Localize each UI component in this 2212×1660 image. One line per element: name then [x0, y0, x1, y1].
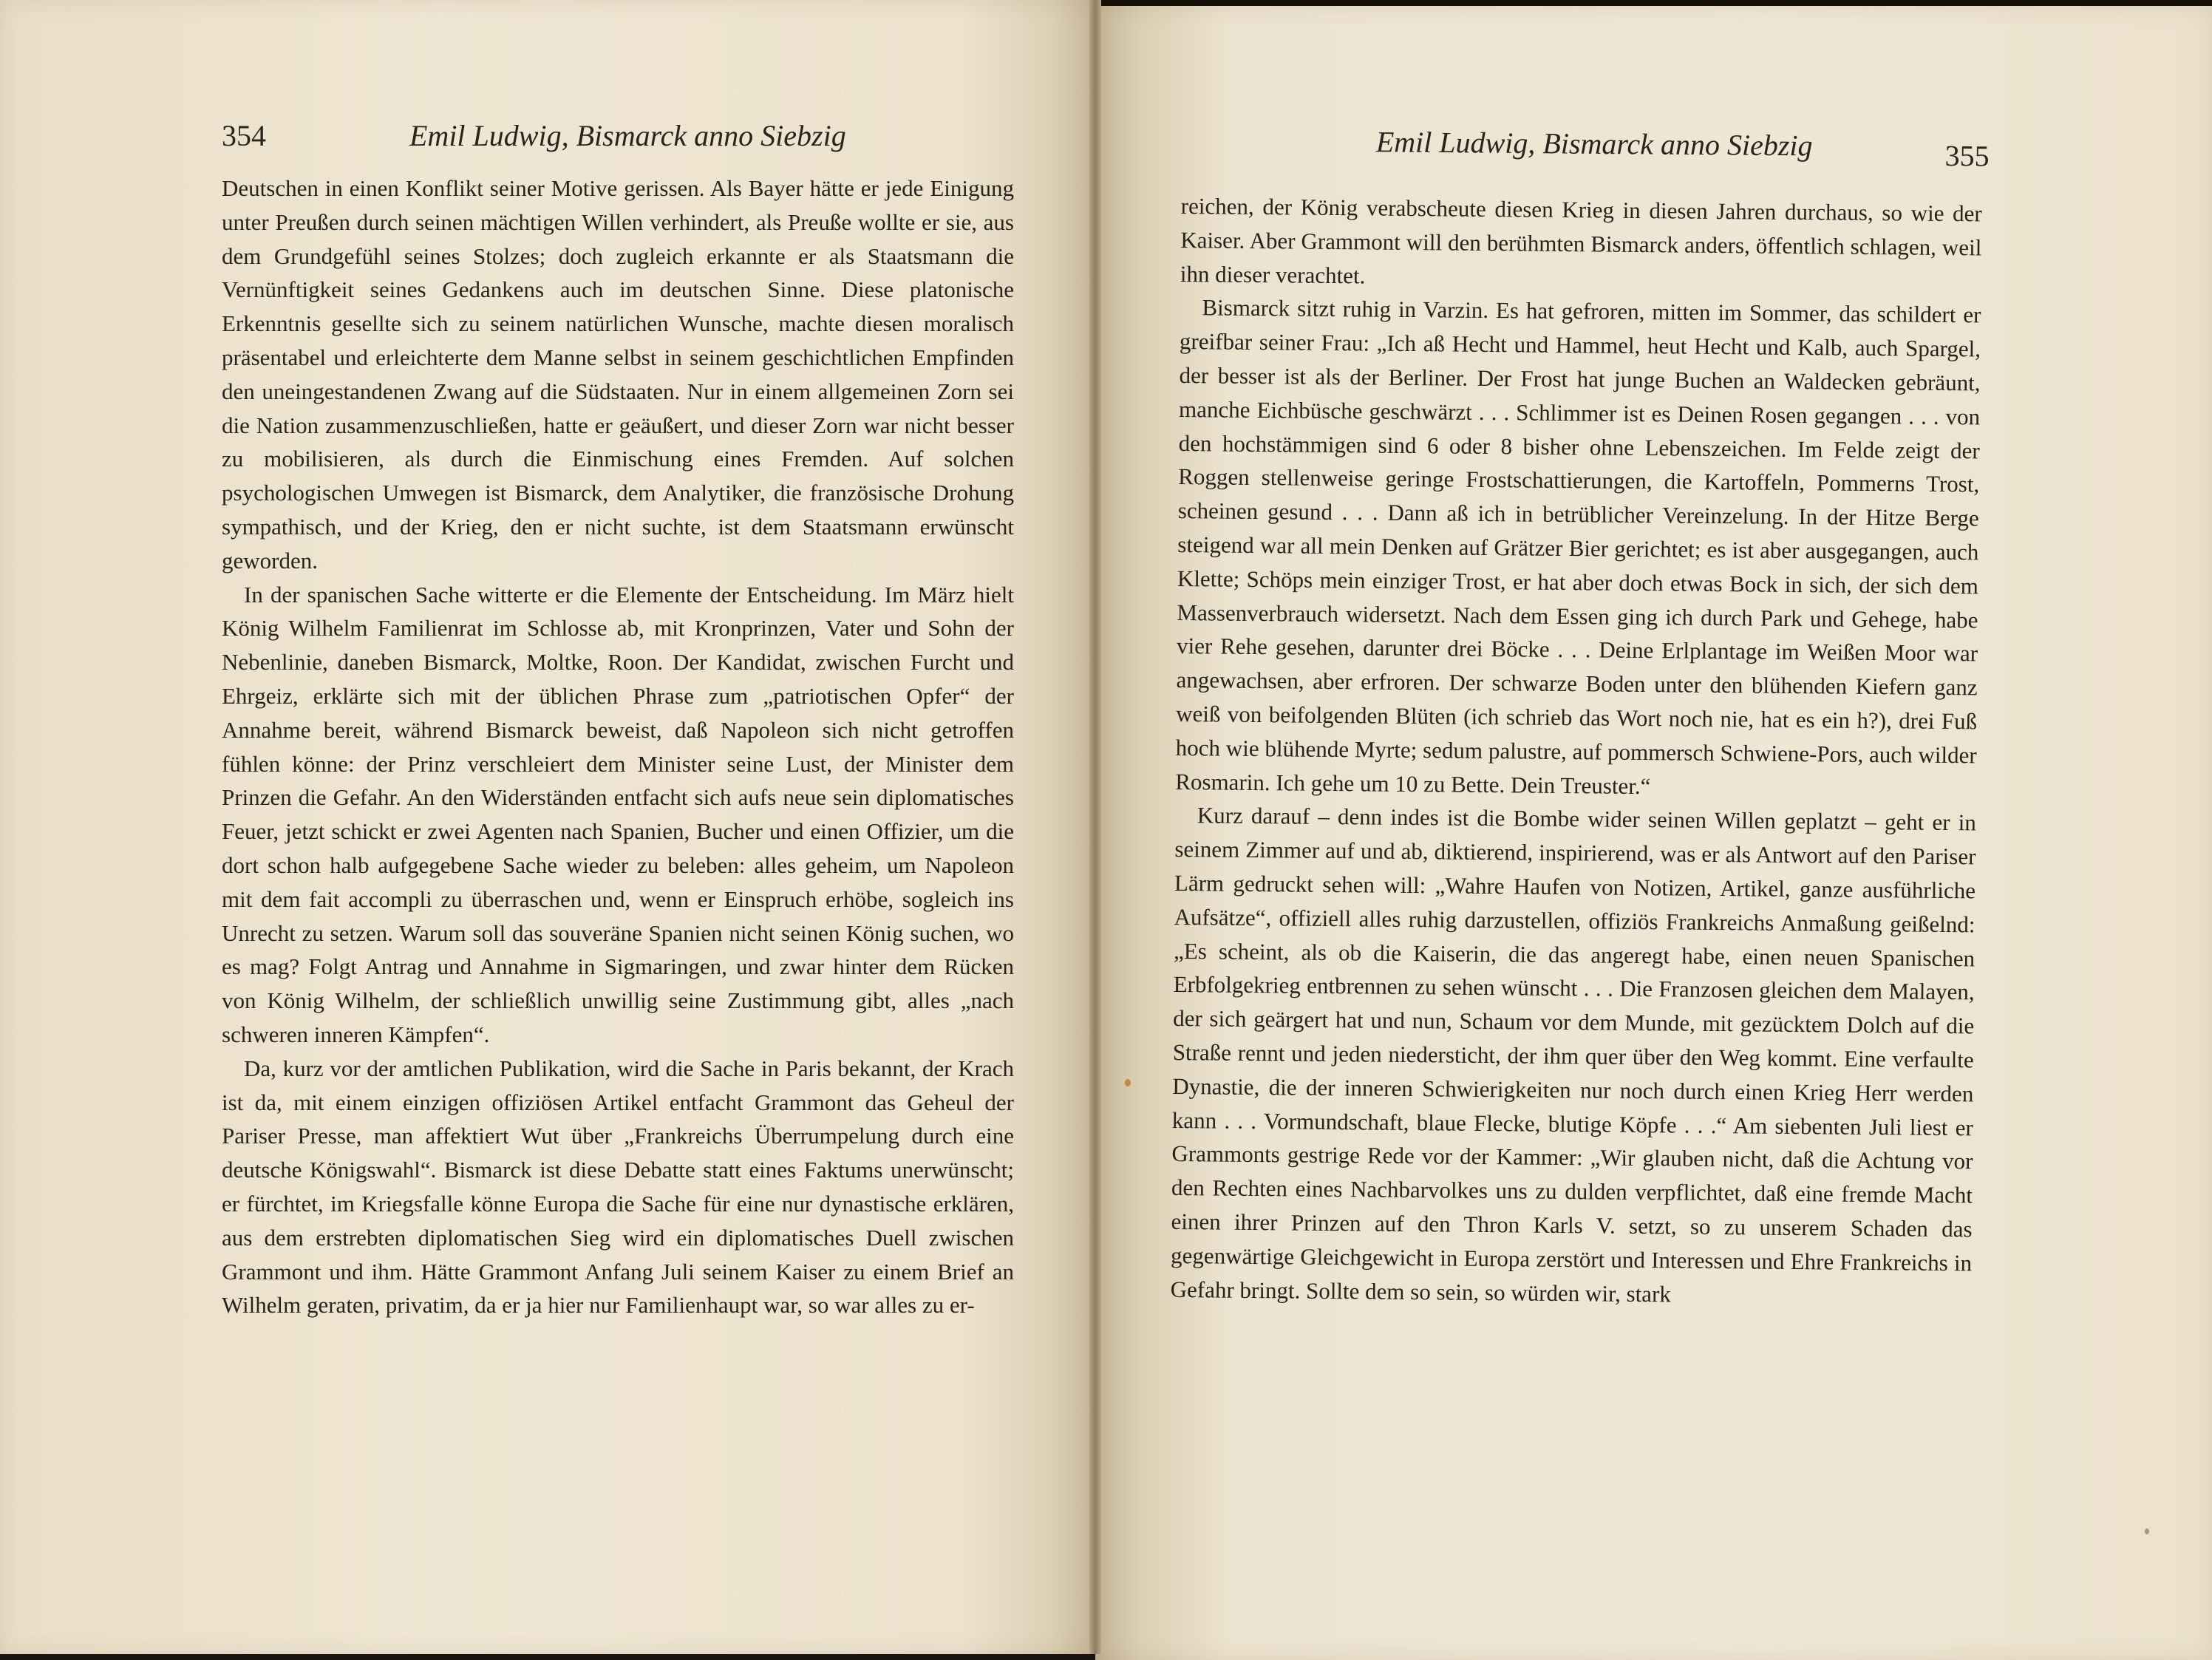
right-page-body: [1170, 189, 1981, 1314]
right-page-number: 355: [1944, 139, 1990, 173]
right-running-head: Emil Ludwig, Bismarck anno Siebzig: [1375, 125, 1813, 163]
right-paragraph-2: Bismarck sitzt ruhig in Varzin. Es hat gefroren, mitten im Sommer, das schildert er greifbar seiner Frau: „Ich aß Hecht und Hammel, heut Hecht und Kalb, auch Spargel, der besser ist als der Berliner. Der Frost hat junge Buchen an Waldecken gebräunt, manche Eichbüsche geschwärzt . . . Schlimmer ist es Deinen Rosen gegangen . . . von den hochstämmigen sind 6 oder 8 bisher ohne Lebenszeichen. Im Felde zeigt der Roggen stellenweise geringe Frostschattierungen, die Kartoffeln, Pommerns Trost, scheinen gesund . . . Dann aß ich in betrüblicher Vereinzelung. In der Hitze Berge steigend war all mein Denken auf Grätzer Bier gerichtet; es ist aber ausgegangen, auch Klette; Schöps mein einziger Trost, er hat aber doch etwas Bock in sich, der sich dem Massenverbrauch widersetzt. Nach dem Essen ging ich durch Park und Gehege, habe vier Rehe gesehen, darunter drei Böcke . . . Deine Erlplantage im Weißen Moor war angewachsen, aber erfroren. Der schwarze Boden unter den blühenden Kiefern ganz weiß von beifolgenden Blüten (ich schrieb das Wort noch nie, hat es ein h?), drei Fuß hoch wie blühende Myrte; sedum palustre, auf pommersch Schwiene-Pors, auch wilder Rosmarin. Ich gehe um 10 zu Bette. Dein Treuster.“: [1175, 294, 1981, 799]
left-paragraph-3: Da, kurz vor der amtlichen Publikation, wird die Sache in Paris bekannt, der Krach ist da, mit einem einzigen offiziösen Artikel entfacht Grammont das Geheul der Pariser Presse, man affektiert Wut über „Frankreichs Überrumpelung durch eine deutsche Königswahl“. Bismarck ist diese Debatte statt eines Faktums unerwünscht; er fürchtet, im Kriegsfalle könne Europa die Sache für eine nur dynastische erklären, aus dem erstrebten diplomatischen Sieg wird ein diplomatisches Duell zwischen Grammont und ihm. Hätte Grammont Anfang Juli seinem Kaiser zu einem Brief an Wilhelm geraten, privatim, da er ja hier nur Familienhaupt war, so war alles zu er-: [222, 1055, 1014, 1319]
left-paragraph-1: Deutschen in einen Konflikt seiner Motive gerissen. Als Bayer hätte er jede Einigung unter Preußen durch seinen mächtigen Willen verhindert, als Preuße wollte er sie, aus dem Grundgefühl seines Stolzes; doch zugleich erkannte er als Staatsmann die Vernünftigkeit seines Gedankens auch im deutschen Sinne. Diese platonische Erkenntnis gesellte sich zu seinem natürlichen Wunsche, machte diesen moralisch präsentabel und erleichterte dem Manne selbst in seinem geschichtlichen Empfinden den uneingestandenen Zwang auf die Südstaaten. Nur in einem allgemeinen Zorn sei die Nation zusammenzuschließen, hatte er geäußert, und dieser Zorn war nicht besser zu mobilisieren, als durch die Einmischung eines Fremden. Auf solchen psychologischen Umwegen ist Bismarck, dem Analytiker, die französische Drohung sympathisch, und der Krieg, den er nicht suchte, ist dem Staatsmann erwünscht geworden.: [222, 175, 1014, 574]
left-page-body: [222, 171, 1014, 1322]
paper-speck: [1125, 1079, 1131, 1086]
paper-speck: [2145, 1528, 2149, 1534]
book-gutter: [1089, 0, 1101, 1654]
right-paragraph-1: reichen, der König verabscheute diesen Krieg in diesen Jahren durchaus, so wie der Kaiser. Aber Grammont will den berühmten Bismarck anders, öffentlich schlagen, weil ihn dieser verachtet.: [1180, 192, 1982, 288]
left-running-head: Emil Ludwig, Bismarck anno Siebzig: [409, 119, 846, 152]
left-paragraph-2: In der spanischen Sache witterte er die Elemente der Entscheidung. Im März hielt König Wilhelm Familienrat im Schlosse ab, mit Kronprinzen, Vater und Sohn der Nebenlinie, daneben Bismarck, Moltke, Roon. Der Kandidat, zwischen Furcht und Ehrgeiz, erklärte sich mit der üblichen Phrase zum „patriotischen Opfer“ der Annahme bereit, während Bismarck beweist, daß Napoleon sich nicht getroffen fühlen könne: der Prinz verschleiert dem Minister seine Lust, der Minister dem Prinzen die Gefahr. An den Widerständen entfacht sich aufs neue sein diplomatisches Feuer, jetzt schickt er zwei Agenten nach Spanien, Bucher und einen Offizier, um die dort schon halb aufgegebene Sache wieder zu beleben: alles geheim, um Napoleon mit dem fait accompli zu überraschen und, wenn er Einspruch erhöbe, sogleich ins Unrecht zu setzen. Warum soll das souveräne Spanien nicht seinen König suchen, wo es mag? Folgt Antrag und Annahme in Sigmaringen, und zwar hinter dem Rücken von König Wilhelm, der schließlich unwillig seine Zustimmung gibt, alles „nach schweren inneren Kämpfen“.: [222, 581, 1014, 1047]
right-paragraph-3: Kurz darauf – denn indes ist die Bombe wider seinen Willen geplatzt – geht er in seinem Zimmer auf und ab, diktierend, inspirierend, was er als Antwort auf den Pariser Lärm gedruckt sehen will: „Wahre Haufen von Notizen, Artikel, ganze ausführliche Aufsätze“, offiziell alles ruhig darzustellen, offiziös Frankreichs Anmaßung geißelnd: „Es scheint, als ob die Kaiserin, die das angeregt habe, einen neuen Spanischen Erbfolgekrieg entbrennen zu sehen wünscht . . . Die Franzosen gleichen dem Malayen, der sich geärgert hat und nun, Schaum vor dem Munde, mit gezücktem Dolch auf die Straße rennt und jeden niedersticht, der ihm quer über den Weg kommt. Eine verfaulte Dynastie, die der inneren Schwierigkeiten nur noch durch einen Krieg Herr werden kann . . . Vormundschaft, blaue Flecke, blutige Köpfe . . .“ Am siebenten Juli liest er Grammonts gestrige Rede vor der Kammer: „Wir glauben nicht, daß die Achtung vor den Rechten eines Nachbarvolkes uns zu dulden verpflichtet, daß eine fremde Macht einen ihrer Prinzen auf den Thron Karls V. setzt, so zu unserem Schaden das gegenwärtige Gleichgewicht in Europa zerstört und Interessen und Ehre Frankreichs in Gefahr bringt. Sollte dem so sein, so würden wir, stark: [1170, 802, 1976, 1307]
left-page-number: 354: [222, 119, 266, 152]
